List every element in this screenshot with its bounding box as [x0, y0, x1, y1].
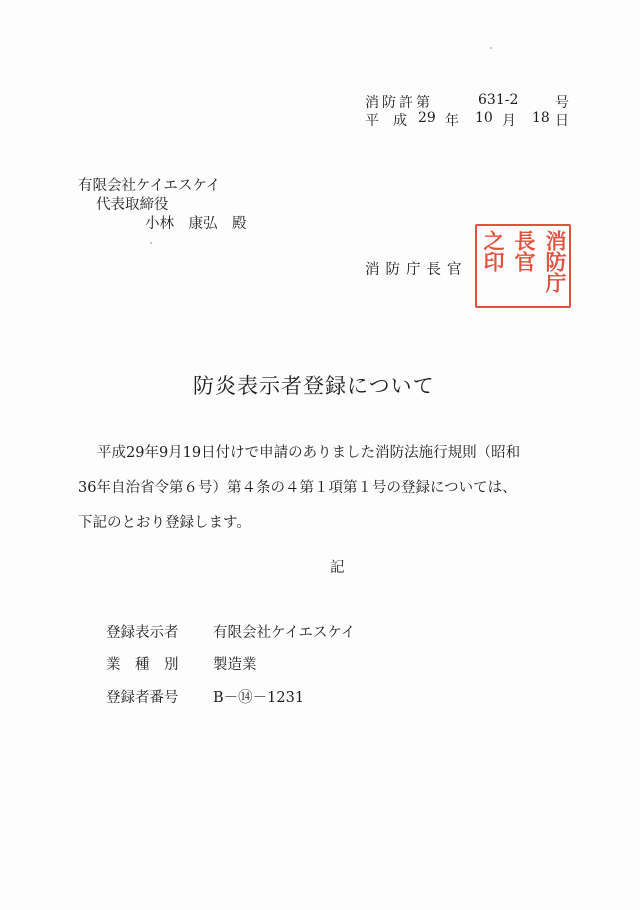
addressee-position: 代表取締役 [96, 197, 169, 213]
date-month: 10 [475, 110, 493, 126]
seal-column-1: 消防庁 [543, 230, 568, 293]
body-line-1: 平成29年9月19日付けで申請のありました消防法施行規則（昭和 [97, 445, 521, 461]
date-year: 29 [418, 110, 436, 126]
date-day: 18 [532, 110, 550, 126]
scan-speck [490, 47, 492, 49]
document-title: 防炎表示者登録について [193, 374, 435, 398]
reference-suffix: 号 [555, 95, 569, 111]
field-value-industry: 製造業 [213, 657, 257, 673]
seal-column-3: 之印 [481, 230, 506, 272]
official-seal [475, 224, 571, 308]
field-label-registrant: 登録表示者 [106, 625, 179, 641]
scan-speck [150, 242, 152, 244]
ki-heading: 記 [330, 560, 345, 576]
date-era: 平 成 [365, 113, 407, 129]
reference-number-value: 631-2 [478, 92, 519, 108]
addressee-company: 有限会社ケイエスケイ [78, 178, 221, 194]
date-month-unit: 月 [502, 113, 516, 129]
field-label-industry: 業 種 別 [106, 657, 179, 673]
issuer-title: 消防庁長官 [365, 262, 468, 278]
date-year-unit: 年 [445, 113, 459, 129]
field-value-registrant: 有限会社ケイエスケイ [213, 625, 356, 641]
seal-column-2: 長官 [512, 230, 537, 272]
reference-number [365, 92, 575, 110]
body-line-2: 36年自治省令第６号）第４条の４第１項第１号の登録については、 [78, 480, 517, 496]
reference-label: 消防許第 [365, 95, 433, 111]
field-label-number: 登録者番号 [106, 690, 179, 706]
body-line-3: 下記のとおり登録します。 [78, 515, 251, 531]
date-day-unit: 日 [555, 113, 569, 129]
field-value-number: B－⑭－1231 [213, 690, 305, 706]
reference-date [365, 110, 575, 128]
addressee-name: 小林 康弘 殿 [145, 216, 247, 232]
